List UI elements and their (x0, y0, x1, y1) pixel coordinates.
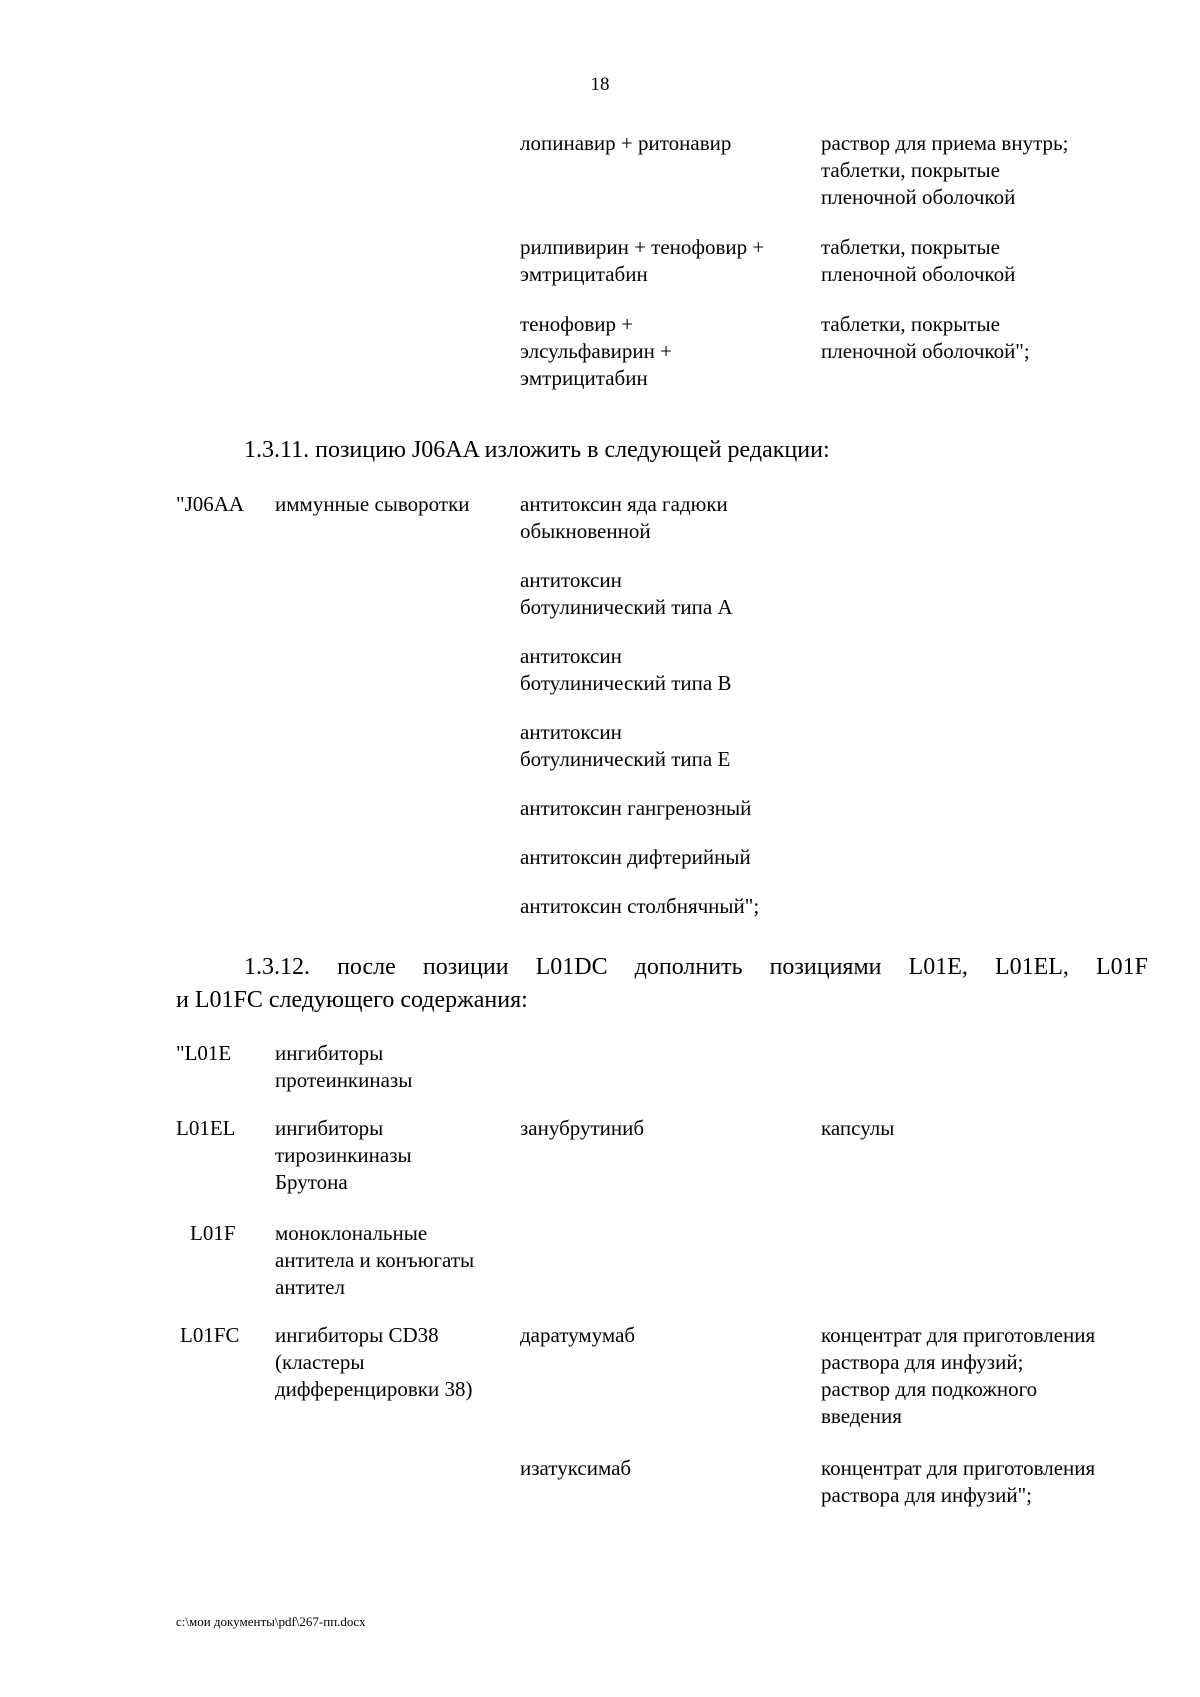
page-number: 18 (590, 74, 610, 95)
drug-name: лопинавир + ритонавир (520, 131, 732, 155)
dosage-form: таблетки, покрытые пленочной оболочкой"; (821, 312, 1030, 363)
atc-code: "L01E (176, 1041, 232, 1065)
drug-name: тенофовир + элсульфавирин + эмтрицитабин (520, 312, 672, 390)
atc-code: "J06AA (176, 492, 245, 516)
drug-name: антитоксин ботулинический типа B (520, 644, 732, 695)
anatomical-group: моноклональные антитела и конъюгаты антител (275, 1221, 475, 1299)
anatomical-group: ингибиторы протеинкиназы (275, 1041, 413, 1092)
anatomical-group: иммунные сыворотки (275, 492, 470, 516)
drug-name: антитоксин дифтерийный (520, 845, 751, 869)
drug-name: антитоксин яда гадюки обыкновенной (520, 492, 728, 543)
paragraph-1-3-12-line-2: и L01FC следующего содержания: (176, 987, 528, 1013)
drug-name: антитоксин ботулинический типа E (520, 720, 731, 771)
dosage-form: таблетки, покрытые пленочной оболочкой (821, 235, 1016, 286)
anatomical-group: ингибиторы CD38 (кластеры дифференцировки 38) (275, 1323, 473, 1401)
drug-name: антитоксин ботулинический типа A (520, 568, 733, 619)
file-path-footer: c:\мои документы\pdf\267-пп.docx (176, 1614, 366, 1629)
dosage-form: капсулы (821, 1116, 895, 1140)
drug-name: занубрутиниб (520, 1116, 645, 1140)
atc-code: L01F (190, 1221, 236, 1245)
paragraph-1-3-12-line-1: 1.3.12. после позиции L01DC дополнить позициями L01E, L01EL, L01F (244, 954, 1148, 980)
dosage-form: раствор для приема внутрь; таблетки, покрытые пленочной оболочкой (821, 131, 1069, 209)
drug-name: рилпивирин + тенофовир + эмтрицитабин (520, 235, 765, 286)
drug-name: даратумумаб (520, 1323, 636, 1347)
drug-name: изатуксимаб (520, 1456, 632, 1480)
dosage-form: концентрат для приготовления раствора для инфузий"; (821, 1456, 1096, 1507)
paragraph-1-3-11: 1.3.11. позицию J06AA изложить в следующей редакции: (244, 437, 830, 463)
drug-name: антитоксин гангренозный (520, 796, 752, 820)
atc-code: L01FC (180, 1323, 240, 1347)
dosage-form: концентрат для приготовления раствора для инфузий; раствор для подкожного введения (821, 1323, 1096, 1428)
atc-code: L01EL (176, 1116, 236, 1140)
anatomical-group: ингибиторы тирозинкиназы Брутона (275, 1116, 412, 1194)
drug-name: антитоксин столбнячный"; (520, 894, 760, 918)
